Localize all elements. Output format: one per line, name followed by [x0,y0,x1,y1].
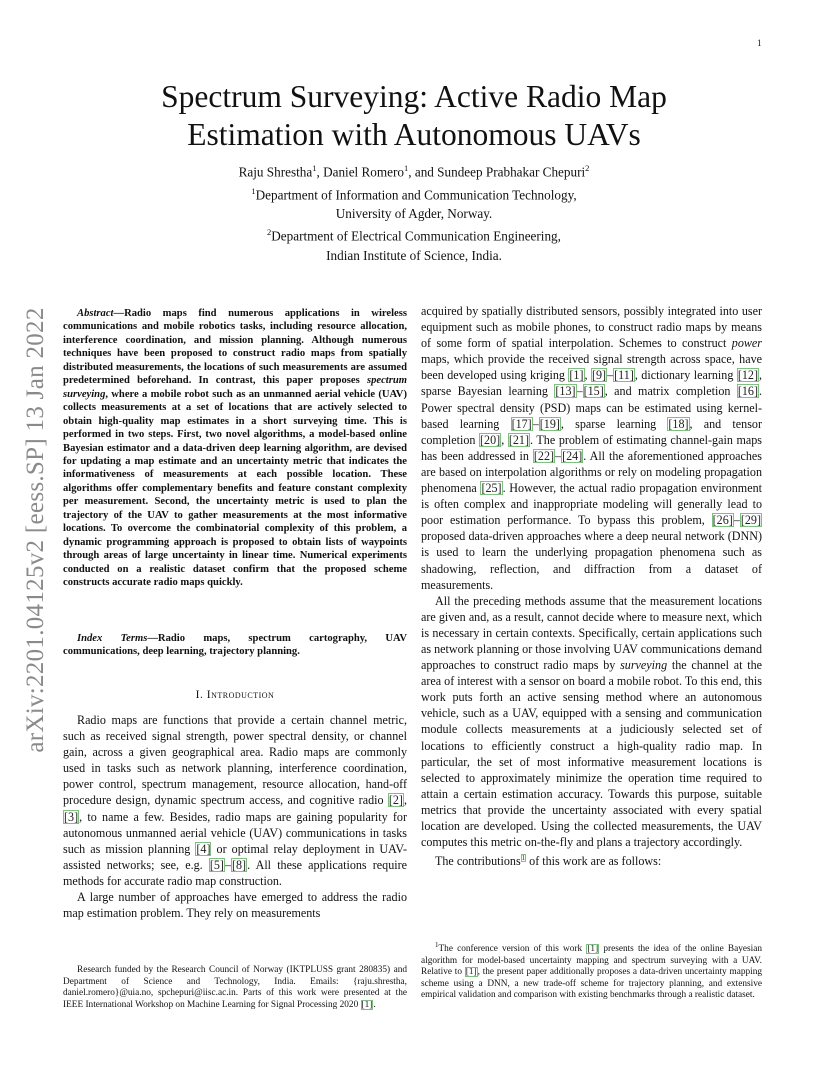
affiliation-1 [80,182,748,205]
citation-link[interactable]: [1] [587,944,599,955]
footnote-funding [63,965,407,1011]
text: . All the aforementioned approaches are based on interpolation algorithms or rely on modeling propagation phenomena [421,448,762,496]
abstract-text-2: , where a mobile robot such as an unmanned aerial vehicle (UAV) collects measurements at a set of locations that are actively selected to obtain high-quality map estimates in a short surveying time. This is performed in two steps. First, two novel algorithms, a model-based online Bayesian estimator and a data-driven deep learning algorithm, are devised for updating a map estimate and an uncertainty metric that indicates the informativeness of measurements at each possible location. These algorithms offer complementary benefits and feature constant complexity per measurement. Second, the uncertainty metric is used to plan the trajectory of the UAV to gather measurements at the most informative locations. To overcome the combinatorial complexity of this problem, a dynamic programming approach is proposed to obtain lists of waypoints through areas of large uncertainty in linear time. Numerical experiments conducted on a realistic dataset confirm that the proposed scheme constructs accurate radio maps quickly. [63,388,407,589]
text: . However, the actual radio propagation environment is often complex and inappropriate modeling will generally lead to poor estimation performance. To bypass this problem, [421,481,762,528]
text: – [607,368,614,383]
intro-right-column [421,303,762,869]
citation-link[interactable]: [1] [465,967,477,978]
citation-link[interactable]: [5] [209,857,224,872]
intro-paragraph-2: A large number of approaches have emerged to address the radio map estimation problem. They rely on measurements [63,890,407,921]
intro-paragraph-1 [63,712,407,889]
author-3: , and Sundeep Prabhakar Chepuri [408,164,586,180]
text: , dictionary learning [634,368,737,383]
text: – [532,416,539,431]
citation-link[interactable]: [1] [569,368,584,383]
citation-link[interactable]: [22] [533,448,555,463]
author-1-mark: 1 [312,163,317,173]
author-1: Raju Shrestha [238,164,313,180]
text: proposed data-driven approaches where a deep neural network (DNN) is used to learn the underlying propagation phenomena such as shadowing, reflection, and diffraction from a dataset of measurements. [421,529,762,592]
text: , and tensor completion [421,416,762,447]
text: . The problem of estimating channel-gain maps has been addressed in [421,432,762,463]
text: – [733,513,740,528]
author-2: , Daniel Romero [316,164,404,180]
citation-link[interactable]: [29] [740,513,761,528]
abstract-emphasis: spectrum surveying [63,375,407,400]
text: , sparse Bayesian learning [421,368,763,399]
abstract [63,307,407,590]
footnote-link[interactable]: 1 [521,854,526,863]
citation-link[interactable]: [11] [614,368,634,383]
text: maps, which provide the received signal strength across space, have been developed using kriging [421,352,762,383]
text: All the preceding methods assume that the measurement locations are given and, as a result, cannot decide where to measure next, which is necessary in certain contexts. Specifically, certain applications such as network planning or those involving UAV communications demand approaches to construct radio maps by [421,593,762,673]
authors [80,159,748,182]
citation-link[interactable]: [21] [508,432,529,447]
author-3-mark: 2 [585,163,590,173]
text: or optimal relay deployment in UAV-assisted networks; see, e.g. [63,841,407,872]
citation-link[interactable]: [26] [712,513,733,528]
affiliation-2-line-1: Department of Electrical Communication Engineering, [271,228,561,244]
affiliation-2-line-2: Indian Institute of Science, India. [326,247,502,263]
text: , sparse learning [560,416,668,431]
text: Radio maps are functions that provide a certain channel metric, such as received signal strength, power spectral density, or channel gain, across a given geographical area. Radio maps are commonly used in tasks such as network planning, interference coordination, power control, spectrum management, resource allocation, hand-off procedure design, dynamic spectrum access, and cognitive radio [63,713,407,808]
arxiv-id[interactable]: arXiv:2201.04125v2 [eess.SP] 13 Jan 2022 [22,307,49,753]
citation-link[interactable]: [18] [668,416,689,431]
footnote-mark: 1 [435,941,439,949]
index-terms-label: Index Terms [77,633,148,644]
text: presents the idea of the online Bayesian algorithm for model-based uncertainty mapping and spectrum surveying with a UAV. Relative to [421,944,762,978]
text: The conference version of this work [438,944,587,955]
intro-paragraph-3 [421,593,762,851]
citation-link[interactable]: [4] [196,841,211,856]
text: , [501,432,508,447]
citation-link[interactable]: [19] [539,416,560,431]
citation-link[interactable]: [17] [511,416,532,431]
affiliation-2-mark: 2 [267,227,272,238]
affiliation-1-mark: 1 [251,185,256,196]
affiliation-2 [80,223,748,246]
text: – [555,448,562,463]
text: the channel at the area of interest with a sensor on board a mobile robot. To this end, this work puts forth an active sensing method where an autonomous vehicle, such as a UAV, equipped with a sensing and communication module collects measurements at a judiciously selected set of locations to efficiently construct a high-quality radio map. In particular, the set of most informative measurement locations is selected to approximately minimize the operation time required to attain a certain estimation accuracy. Towards this purpose, suitable metrics that provide the uncertainty associated with every spatial location are developed. Using the collected measurements, the UAV computes this metric on-the-fly and plans a trajectory accordingly. [421,658,762,850]
citation-link[interactable]: [25] [481,481,502,496]
citation-link[interactable]: [9] [591,368,607,383]
text: . Power spectral density (PSD) maps can be estimated using kernel-based learning [421,384,763,431]
text: of this work are as follows: [526,854,662,869]
citation-link[interactable]: [3] [64,809,79,824]
intro-paragraph-continued [421,303,762,593]
paper-title [80,78,748,154]
title-line-2: Estimation with Autonomous UAVs [187,117,641,152]
text: – [576,384,583,399]
emphasis: surveying [620,658,668,673]
text: The contributions [435,854,521,869]
citation-link[interactable]: [2] [388,793,403,808]
text: , [584,368,591,383]
text: acquired by spatially distributed sensors, possibly integrated into user equipment such as mobile phones, to construct radio maps by means of some form of spatial interpolation. Schemes to construct [421,304,762,351]
index-terms-text: —Radio maps, spectrum cartography, UAV communications, deep learning, trajectory planning. [63,633,407,658]
footnote-1 [421,940,762,1002]
citation-link[interactable]: [8] [231,857,247,872]
citation-link[interactable]: [20] [480,432,501,447]
citation-link[interactable]: [16] [737,384,758,399]
abstract-text-1: —Radio maps find numerous applications in wireless communications and mobile robotics tasks, including resource allocation, interference coordination, and mission planning. Although numerous techniques have been proposed to construct radio maps from spatially distributed measurements, the locations of such measurements are assumed predetermined beforehand. In contrast, this paper proposes [63,308,407,387]
section-heading: I. Introduction [195,689,275,701]
index-terms [63,632,407,659]
text: , [403,793,407,808]
text: – [224,857,231,872]
text: . [373,999,376,1010]
author-2-mark: 1 [404,163,409,173]
intro-left-column [63,712,407,921]
page-number: 1 [757,38,762,48]
text: Research funded by the Research Council of Norway (IKTPLUSS grant 280835) and Department of Science and Technology, India. Emails: {raju.shrestha, daniel.romero}@uia.no, spchepuri@iisc.ac.in. Parts of this work were presented at the IEEE International Workshop on Machine Learning for Signal Processing 2020 [63,965,407,1010]
title-line-1: Spectrum Surveying: Active Radio Map [161,79,667,114]
citation-link[interactable]: [24] [562,448,583,463]
text: , and matrix completion [604,384,737,399]
emphasis: power [731,336,762,351]
text: . All these applications require methods for accurate radio map construction. [63,857,408,888]
text: , the present paper additionally proposes a data-driven uncertainty mapping scheme using a DNN, a new trade-off scheme for trajectory planning, and extensive empirical validation and comparison with existing benchmarks through a realistic dataset. [421,967,763,1001]
citation-link[interactable]: [13] [555,384,576,399]
text: , to name a few. Besides, radio maps are gaining popularity for autonomous unmanned aerial vehicle (UAV) communications in tasks such as mission planning [63,809,407,856]
intro-paragraph-4 [421,850,762,869]
citation-link[interactable]: [15] [583,384,604,399]
citation-link[interactable]: [1] [361,999,373,1010]
author-block [80,159,748,265]
citation-link[interactable]: [12] [737,368,758,383]
affiliation-1-line-2: University of Agder, Norway. [335,206,493,222]
affiliation-1-line-1: Department of Information and Communication Technology, [255,186,577,202]
abstract-label: Abstract [77,308,114,319]
